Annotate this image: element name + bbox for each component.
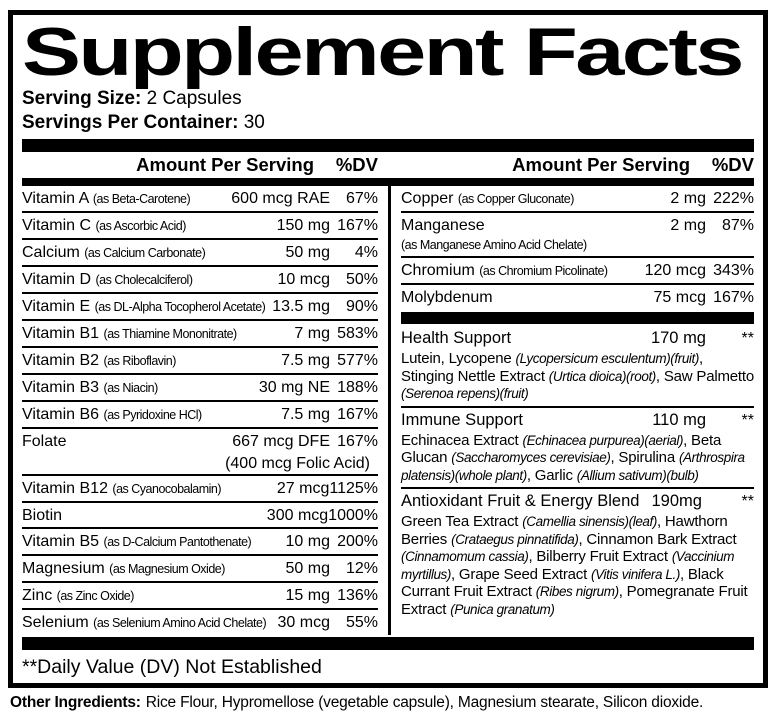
nutrient-dv: 167%	[337, 406, 378, 423]
supplement-facts-panel	[8, 10, 768, 688]
amount-per-serving-header: Amount Per Serving	[512, 154, 690, 175]
nutrient-amount: 30 mg NE	[258, 379, 330, 396]
nutrient-amount: 15 mg	[285, 587, 330, 604]
nutrient-amount: 75 mcg	[653, 289, 706, 306]
nutrient-form: (as Ascorbic Acid)	[95, 219, 186, 233]
description-segment: , Grape Seed Extract	[451, 565, 592, 583]
nutrient-row	[22, 583, 378, 610]
scientific-name: (Allium sativum)(bulb)	[576, 467, 699, 483]
nutrient-form: (as D-Calcium Pantothenate)	[103, 535, 252, 549]
panel-title: Supplement Facts	[22, 14, 742, 90]
nutrient-dv: 583%	[337, 325, 378, 342]
nutrient-dv: 90%	[345, 298, 378, 315]
nutrient-row	[22, 321, 378, 348]
nutrient-columns	[22, 186, 754, 635]
nutrient-form: (as Zinc Oxide)	[56, 589, 134, 603]
blend-amount: 110 mg	[652, 410, 706, 429]
blend-amount: 170 mg	[650, 329, 706, 347]
description-segment: , Bilberry Fruit Extract	[528, 548, 672, 565]
nutrient-amount: 27 mcg	[276, 480, 330, 497]
nutrient-row	[22, 476, 378, 503]
nutrient-row	[401, 213, 754, 258]
nutrient-name: Vitamin E (as DL-Alpha Tocopherol Acetate)	[22, 298, 266, 315]
nutrient-dv: 55%	[345, 614, 378, 631]
blend-name: Health Support	[401, 329, 512, 347]
nutrient-form: (as Chromium Picolinate)	[479, 264, 608, 278]
blend-rows	[401, 326, 754, 621]
nutrient-name: Selenium (as Selenium Amino Acid Chelate)	[22, 614, 267, 631]
nutrient-dv: 1125%	[329, 480, 378, 497]
blend-description	[401, 432, 754, 485]
blend-description	[401, 513, 754, 618]
serving-size-label: Serving Size:	[22, 88, 142, 109]
dv-header: %DV	[711, 154, 754, 175]
scientific-name: (Vaccinium myrtillus)	[401, 549, 735, 582]
dv-footnote: **Daily Value (DV) Not Established	[22, 656, 322, 678]
nutrient-dv: 188%	[337, 379, 378, 396]
nutrient-row	[401, 285, 754, 309]
nutrient-amount: 667 mcg DFE	[232, 433, 330, 450]
nutrient-name: Folate	[22, 433, 67, 450]
description-segment: Green Tea Extract	[401, 513, 523, 530]
nutrient-dv: 1000%	[328, 507, 378, 524]
blend-dv: **	[741, 493, 754, 510]
nutrient-dv: 67%	[345, 190, 378, 207]
nutrient-form: (as Manganese Amino Acid Chelate)	[401, 238, 587, 252]
nutrient-name: Vitamin C (as Ascorbic Acid)	[22, 217, 186, 234]
serving-size-value: 2 Capsules	[146, 88, 242, 109]
nutrient-form: (as Calcium Carbonate)	[84, 246, 206, 260]
nutrient-amount-note: (400 mcg Folic Acid)	[225, 455, 370, 472]
nutrient-amount: 30 mcg	[277, 614, 330, 631]
nutrient-name: Copper (as Copper Gluconate)	[401, 190, 574, 207]
description-segment: , Hawthorn Berries	[401, 513, 728, 548]
description-segment: , Saw Palmetto	[655, 367, 754, 385]
nutrient-amount: 10 mcg	[277, 271, 330, 288]
mid-divider-bar	[401, 312, 754, 324]
nutrient-dv: 87%	[721, 217, 754, 234]
nutrient-name: Vitamin B1 (as Thiamine Mononitrate)	[22, 325, 237, 342]
nutrient-name: Vitamin D (as Cholecalciferol)	[22, 271, 193, 288]
nutrient-name: Molybdenum	[401, 289, 493, 306]
nutrient-form: (as Selenium Amino Acid Chelate)	[93, 616, 267, 630]
nutrient-amount: 300 mcg	[266, 507, 329, 524]
scientific-name: (Saccharomyces cerevisiae)	[451, 450, 611, 465]
nutrient-form: (as Cholecalciferol)	[95, 273, 193, 287]
nutrient-amount: 2 mg	[670, 217, 706, 234]
nutrient-row	[22, 529, 378, 556]
nutrient-name: Zinc (as Zinc Oxide)	[22, 587, 134, 604]
nutrient-amount: 120 mcg	[644, 262, 706, 279]
blend-description	[401, 350, 754, 403]
nutrient-form: (as Thiamine Mononitrate)	[103, 327, 237, 341]
blend-title	[401, 328, 754, 349]
servings-per-container-value: 30	[243, 112, 265, 133]
other-ingredients-text: Rice Flour, Hypromellose (vegetable capsule), Magnesium stearate, Silicon dioxide.	[145, 694, 704, 711]
other-ingredients	[10, 694, 772, 712]
nutrient-form: (as Cyanocobalamin)	[112, 482, 222, 496]
nutrient-amount: 10 mg	[285, 533, 330, 550]
column-headers	[22, 152, 754, 178]
scientific-name: (Cinnamomum cassia)	[401, 549, 529, 564]
description-segment: Echinacea Extract	[401, 431, 523, 449]
nutrient-amount: 7 mg	[294, 325, 330, 342]
dv-header: %DV	[335, 154, 378, 175]
nutrient-dv: 167%	[337, 217, 378, 234]
description-segment: , Cinnamon Bark Extract	[578, 530, 737, 548]
nutrient-row	[22, 610, 378, 635]
nutrient-name: Calcium (as Calcium Carbonate)	[22, 244, 206, 261]
nutrient-row	[22, 240, 378, 267]
nutrient-dv: 12%	[345, 560, 378, 577]
nutrient-row	[22, 348, 378, 375]
nutrient-row	[22, 556, 378, 583]
servings-per-container-line	[22, 111, 754, 135]
nutrient-row	[22, 186, 378, 213]
nutrient-name: Chromium (as Chromium Picolinate)	[401, 262, 608, 279]
scientific-name: (Punica granatum)	[450, 601, 555, 617]
nutrient-form: (as Pyridoxine HCl)	[103, 408, 202, 422]
nutrient-name: Vitamin B3 (as Niacin)	[22, 379, 158, 396]
nutrient-dv: 222%	[713, 190, 754, 207]
description-segment: , Garlic	[526, 466, 577, 484]
amount-per-serving-header: Amount Per Serving	[136, 154, 314, 175]
nutrient-name: Biotin	[22, 507, 63, 524]
blend-dv: **	[741, 330, 754, 347]
blend-name: Antioxidant Fruit & Energy Blend	[401, 492, 640, 510]
description-segment: , Beta Glucan	[401, 431, 722, 466]
nutrient-dv: 167%	[713, 289, 754, 306]
description-segment: , Stinging Nettle Extract	[401, 350, 703, 385]
nutrient-row	[22, 375, 378, 402]
mineral-rows	[401, 186, 754, 309]
nutrient-row	[22, 267, 378, 294]
servings-per-container-label: Servings Per Container:	[22, 112, 239, 133]
nutrient-form: (as Magnesium Oxide)	[109, 562, 225, 576]
scientific-name: (Echinacea purpurea)(aerial)	[522, 432, 684, 448]
top-divider-bar	[22, 139, 754, 152]
blend-title	[401, 410, 754, 431]
blend-dv: **	[741, 411, 754, 429]
nutrient-amount: 7.5 mg	[281, 352, 330, 369]
nutrient-name: Magnesium (as Magnesium Oxide)	[22, 560, 225, 577]
description-segment: Lutein, Lycopene	[401, 350, 516, 367]
nutrient-name: Vitamin B2 (as Riboflavin)	[22, 352, 176, 369]
nutrient-amount: 2 mg	[670, 190, 706, 207]
nutrient-name: Vitamin B5 (as D-Calcium Pantothenate)	[22, 533, 252, 550]
nutrient-row	[401, 186, 754, 213]
nutrient-dv: 4%	[354, 244, 378, 261]
scientific-name: (Urtica dioica)(root)	[548, 368, 656, 384]
blend-row	[401, 408, 754, 490]
scientific-name: (Ribes nigrum)	[535, 584, 619, 599]
nutrient-amount: 13.5 mg	[272, 298, 330, 315]
nutrient-row	[22, 294, 378, 321]
nutrient-form: (as DL-Alpha Tocopherol Acetate)	[94, 300, 266, 314]
description-segment: , Pomegranate Fruit Extract	[401, 583, 748, 618]
nutrient-form: (as Riboflavin)	[103, 354, 176, 368]
nutrient-form: (as Copper Gluconate)	[457, 192, 574, 206]
nutrient-dv: 200%	[337, 533, 378, 550]
nutrient-amount: 50 mg	[285, 560, 330, 577]
nutrient-amount: 7.5 mg	[281, 406, 330, 423]
nutrient-name: Vitamin B6 (as Pyridoxine HCl)	[22, 406, 202, 423]
nutrient-row	[22, 429, 378, 476]
header-divider-bar	[22, 178, 754, 186]
nutrient-name: Vitamin A (as Beta-Carotene)	[22, 190, 191, 207]
description-segment: , Spirulina	[610, 449, 679, 466]
scientific-name: (Lycopersicum esculentum)(fruit)	[515, 351, 699, 366]
nutrient-form: (as Niacin)	[103, 381, 158, 395]
nutrient-row	[22, 402, 378, 429]
nutrient-row	[22, 213, 378, 240]
right-nutrient-column	[388, 186, 754, 635]
scientific-name: (Serenoa repens)(fruit)	[401, 386, 529, 401]
left-column-header	[22, 152, 388, 178]
nutrient-dv: 343%	[713, 262, 754, 279]
blend-row	[401, 489, 754, 621]
scientific-name: (Camellia sinensis)(leaf)	[522, 514, 657, 529]
nutrient-amount: 50 mg	[285, 244, 330, 261]
serving-size-line	[22, 87, 754, 111]
nutrient-dv: 136%	[337, 587, 378, 604]
nutrient-row	[401, 258, 754, 285]
description-segment: , Black Currant Fruit Extract	[401, 565, 724, 600]
nutrient-name: Manganese	[401, 217, 485, 234]
scientific-name: (Vitis vinifera L.)	[591, 566, 680, 582]
nutrient-amount: 150 mg	[276, 217, 330, 234]
nutrient-form: (as Beta-Carotene)	[92, 192, 191, 206]
blend-name: Immune Support	[401, 410, 523, 429]
nutrient-dv: 577%	[337, 352, 378, 369]
nutrient-dv: 50%	[345, 271, 378, 288]
nutrient-name: Vitamin B12 (as Cyanocobalamin)	[22, 480, 222, 497]
left-nutrient-column	[22, 186, 388, 635]
other-ingredients-label: Other Ingredients:	[10, 694, 141, 711]
nutrient-amount: 600 mcg RAE	[231, 190, 330, 207]
nutrient-row	[22, 503, 378, 529]
blend-row	[401, 326, 754, 408]
scientific-name: (Crataegus pinnatifida)	[451, 531, 579, 547]
bottom-divider-bar	[22, 637, 754, 650]
blend-title	[401, 491, 754, 512]
blend-amount: 190mg	[651, 492, 702, 510]
nutrient-dv: 167%	[337, 433, 378, 450]
right-column-header	[388, 152, 754, 178]
scientific-name: (Arthrospira platensis)(whole plant)	[401, 450, 745, 483]
